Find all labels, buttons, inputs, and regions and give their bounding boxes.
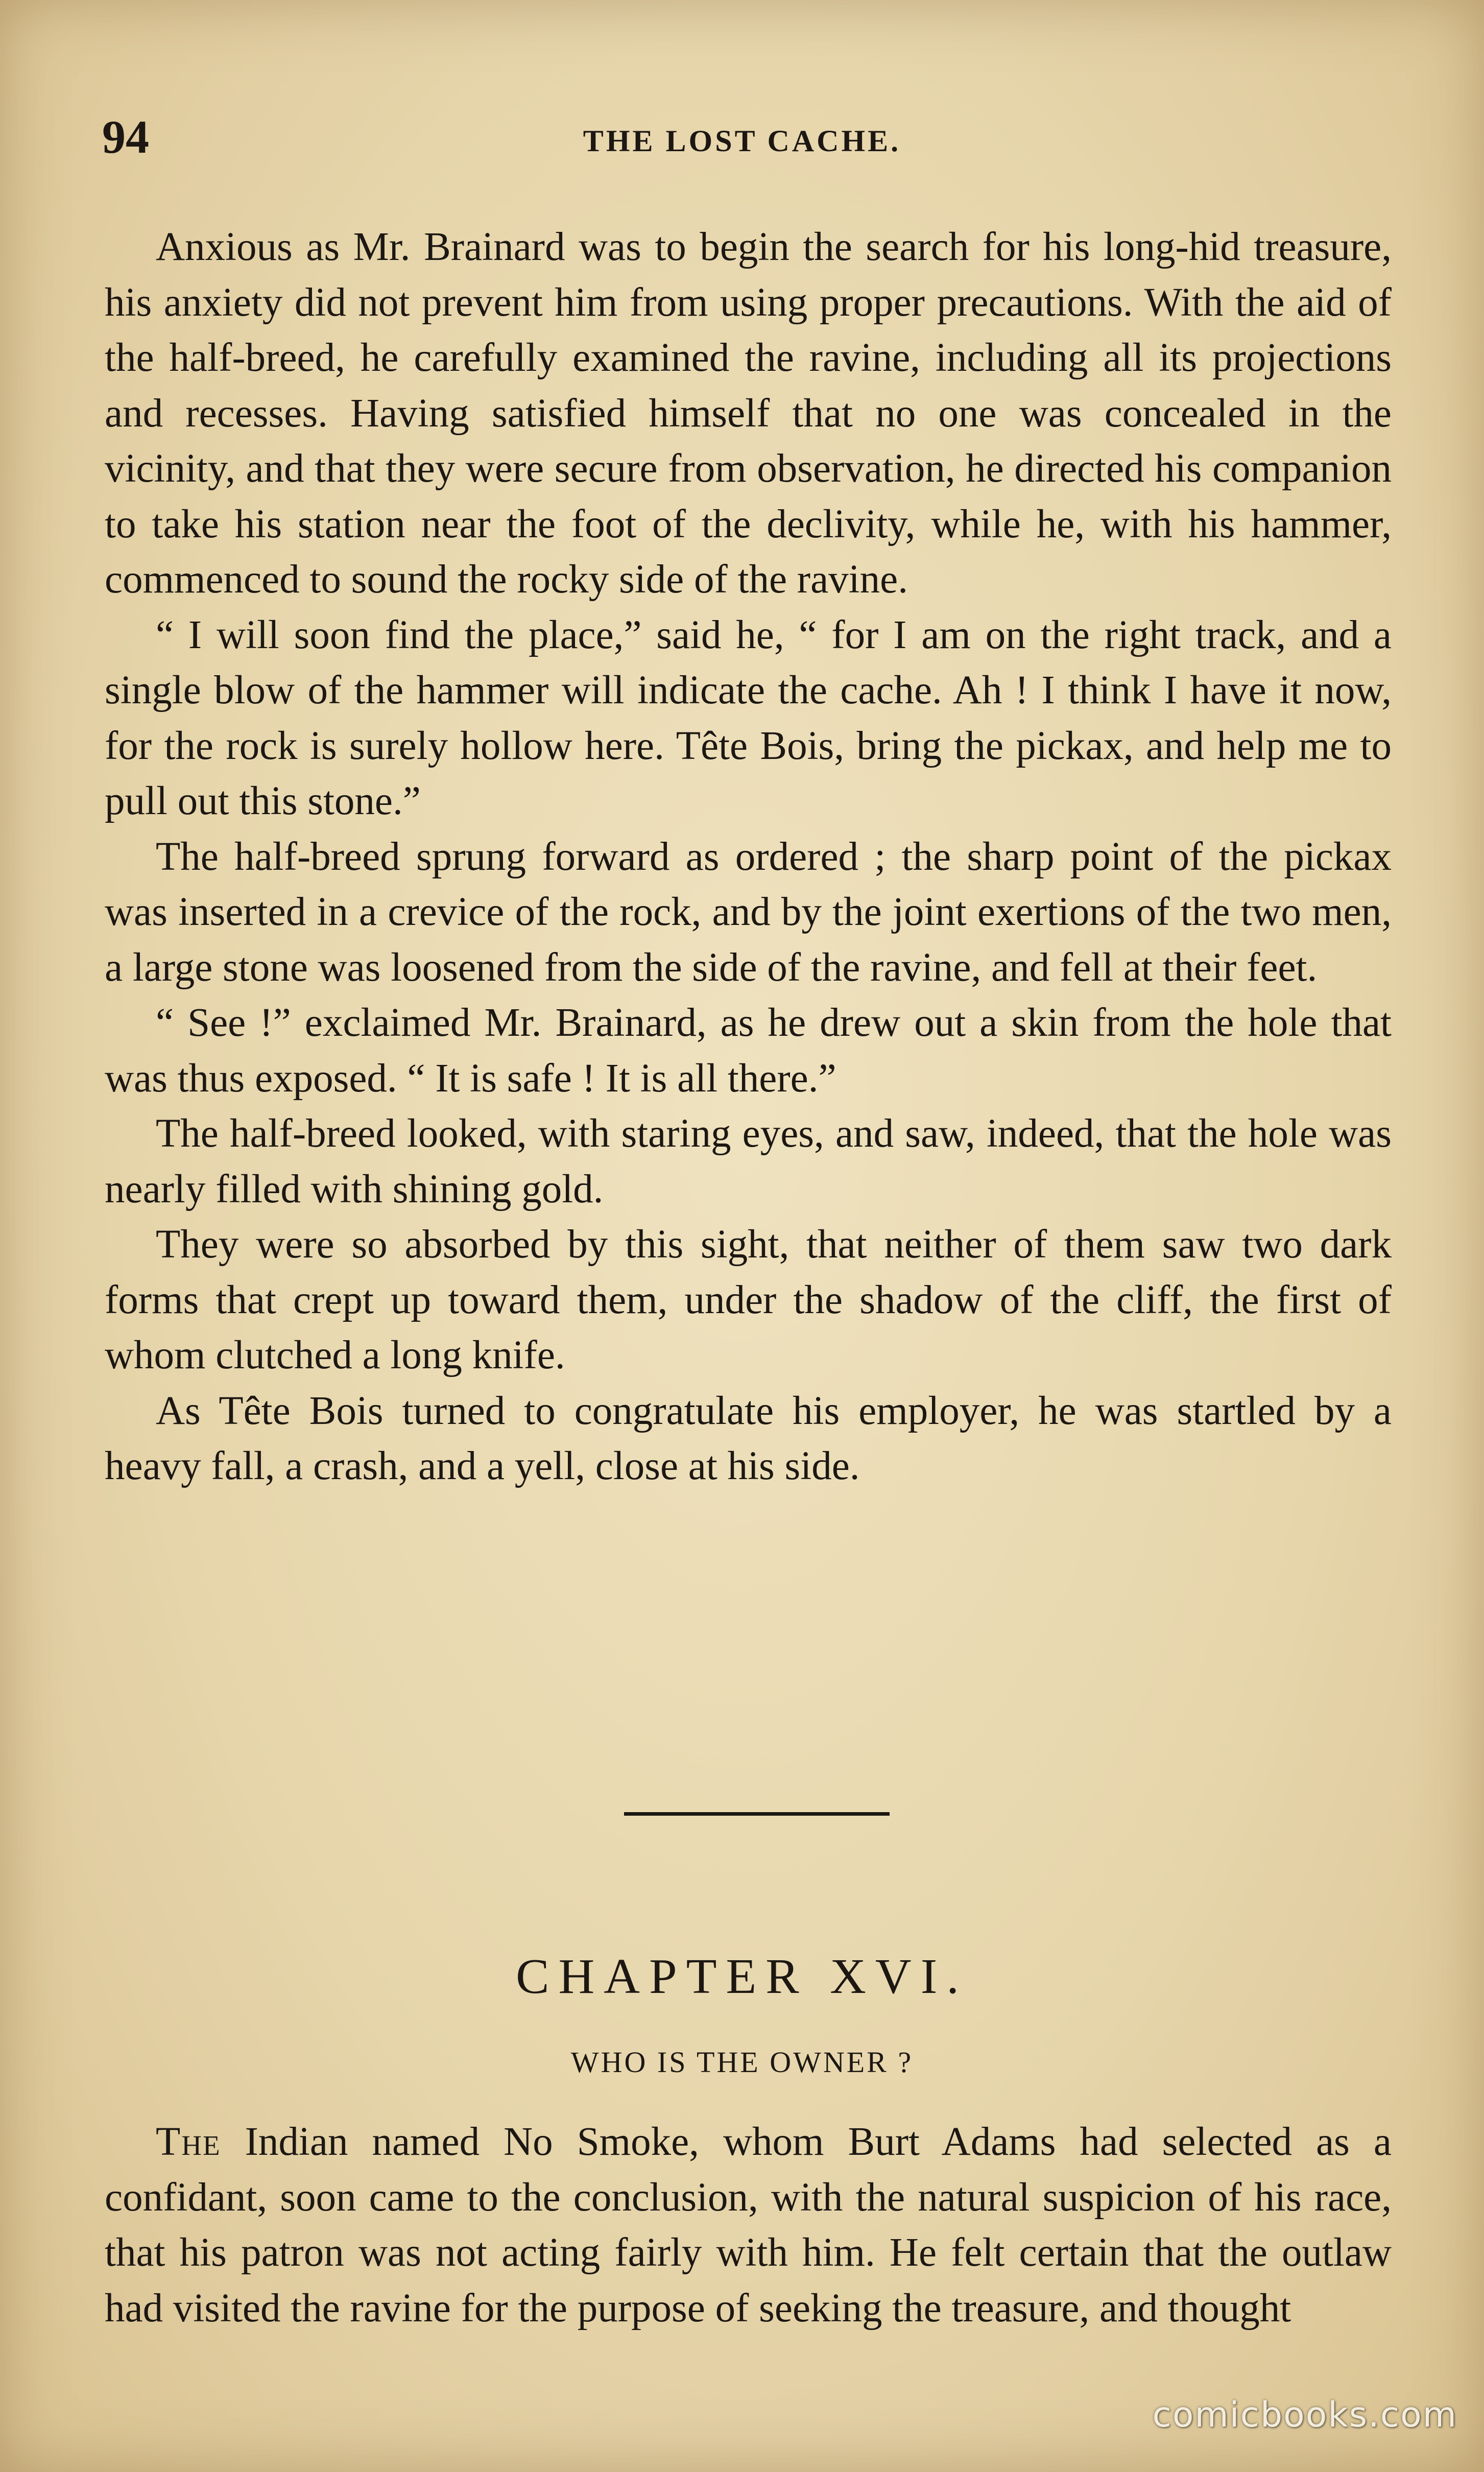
watermark: comicbooks.com	[1152, 2395, 1457, 2435]
section-divider-rule	[624, 1812, 890, 1816]
paragraph-7: As Tête Bois turned to congratulate his employer, he was startled by a heavy fall, a crash, and a yell, close at his side.	[105, 1388, 1392, 1488]
chapter-lead-word: The	[156, 2120, 221, 2164]
running-head	[102, 111, 1382, 173]
paragraph-2: “ I will soon find the place,” said he, “ for I am on the right track, and a single blow of the hammer will indicate the cache. Ah ! I think I have it now, for the rock is surely hollow here. Tête Bois, bring the pickax, and help me to pull out this stone.”	[105, 612, 1392, 823]
chapter-first-paragraph-text: Indian named No Smoke, whom Burt Adams had selected as a confidant, soon came to the conclusion, with the natural suspicion of his race, that his patron was not acting fairly with him. He felt certain that the outlaw had visited the ravine for the purpose of seeking the treasure, and thought	[105, 2120, 1392, 2331]
chapter-subtitle: WHO IS THE OWNER ?	[570, 2046, 914, 2079]
body-text	[105, 220, 1392, 1494]
page-number: 94	[102, 111, 149, 163]
chapter-text	[105, 2114, 1392, 2336]
paragraph-5: The half-breed looked, with staring eyes, and saw, indeed, that the hole was nearly filled with shining gold.	[105, 1111, 1392, 1211]
paragraph-6: They were so absorbed by this sight, that neither of them saw two dark forms that crept up toward them, under the shadow of the cliff, the first of whom clutched a long knife.	[105, 1222, 1392, 1377]
chapter-first-paragraph	[105, 2114, 1392, 2336]
running-title: THE LOST CACHE.	[583, 124, 901, 158]
paragraph-3: The half-breed sprung forward as ordered ; the sharp point of the pickax was inserted in a crevice of the rock, and by the joint exertions of the two men, a large stone was loosened from the side of the ravine, and fell at their feet.	[105, 834, 1392, 990]
paragraph-4: “ See !” exclaimed Mr. Brainard, as he drew out a skin from the hole that was thus exposed. “ It is safe ! It is all there.”	[105, 1001, 1392, 1101]
chapter-heading: CHAPTER XVI.	[516, 1949, 968, 2004]
paragraph-1: Anxious as Mr. Brainard was to begin the search for his long-hid treasure, his anxiety did not prevent him from using proper precautions. With the aid of the half-breed, he carefully examined the ravine, including all its projections and recesses. Having satisfied himself that no one was concealed in the vicinity, and that they were secure from observation, he directed his companion to take his station near the foot of the declivity, while he, with his hammer, commenced to sound the rocky side of the ravine.	[105, 225, 1392, 602]
